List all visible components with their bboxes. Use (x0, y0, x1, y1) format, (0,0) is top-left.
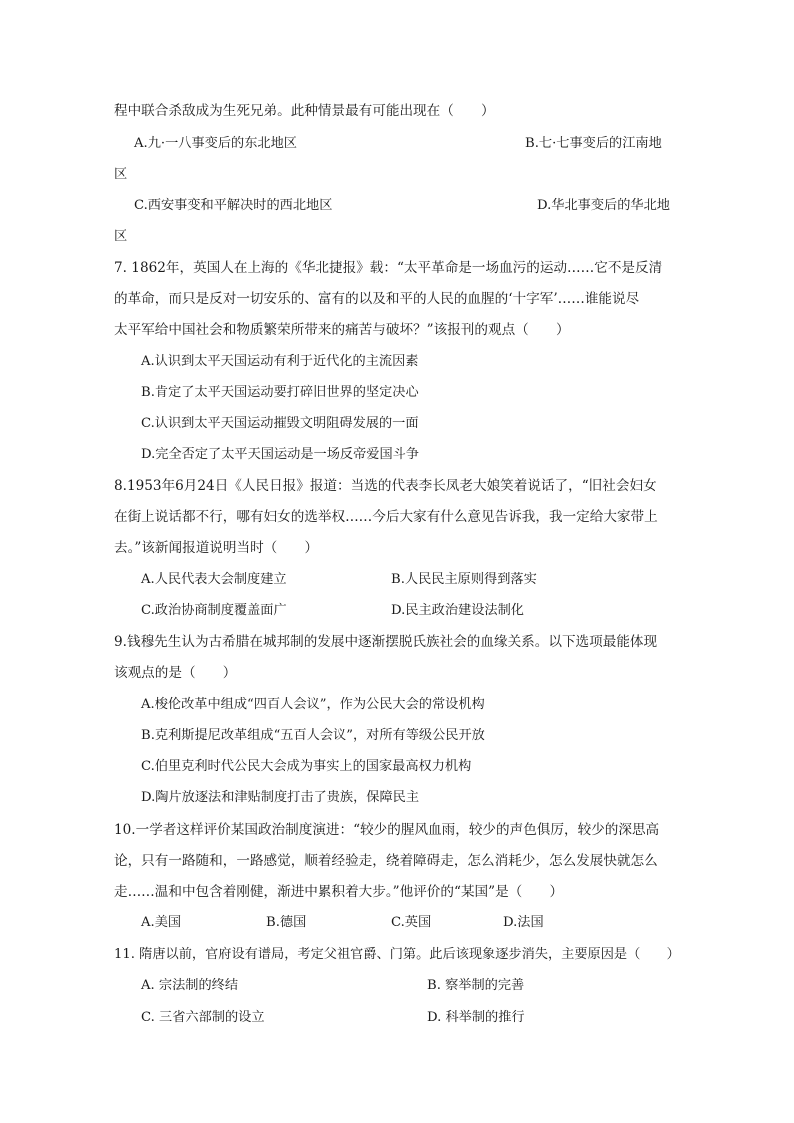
question-7-line-3: 太平军给中国社会和物质繁荣所带来的痛苦与破坏？”该报刊的观点（ ） (114, 322, 570, 338)
question-7-line-1: 7. 1862年，英国人在上海的《华北捷报》载：“太平革命是一场血污的运动……它不是反清 (114, 260, 663, 276)
question-7-line-2: 的革命，而只是反对一切安乐的、富有的以及和平的人民的血腥的‘十字军’……谁能说尽 (114, 291, 640, 307)
q8-option-c: C.政治协商制度覆盖面广 (141, 603, 287, 618)
question-10-line-3: 走……温和中包含着刚健，渐进中累积着大步。”他评价的“某国”是（ ） (114, 884, 564, 900)
q9-option-a: A.梭伦改革中组成“四百人会议”，作为公民大会的常设机构 (141, 697, 485, 712)
question-10-line-2: 论，只有一路随和，一路感觉，顺着经验走，绕着障碍走，怎么消耗少，怎么发展快就怎么 (114, 853, 658, 869)
q7-option-d: D.完全否定了太平天国运动是一场反帝爱国斗争 (141, 447, 420, 462)
q11-option-d: D. 科举制的推行 (427, 1010, 525, 1025)
q10-option-a: A.美国 (141, 915, 182, 930)
question-11-line-1: 11. 隋唐以前，官府设有谱局，考定父祖官爵、门第。此后该现象逐步消失，主要原因是（ ） (114, 947, 680, 962)
q10-option-b: B.德国 (266, 915, 307, 930)
q11-option-b: B. 察举制的完善 (427, 978, 525, 993)
q6-option-d: D.华北事变后的华北地 (537, 198, 670, 213)
q11-option-c: C. 三省六部制的设立 (141, 1010, 265, 1025)
q10-option-d: D.法国 (503, 915, 544, 930)
q7-option-b: B.肯定了太平天国运动要打碎旧世界的坚定决心 (141, 385, 419, 400)
q6-option-b-wrap: 区 (114, 167, 128, 182)
question-9-line-2: 该观点的是（ ） (114, 665, 237, 681)
q8-option-a: A.人民代表大会制度建立 (141, 572, 287, 587)
q6-option-c: C.西安事变和平解决时的西北地区 (134, 198, 333, 213)
question-10-line-1: 10.一学者这样评价某国政治制度演进：“较少的腥风血雨，较少的声色俱厉，较少的深思高 (114, 822, 660, 838)
q6-option-b: B.七·七事变后的江南地 (525, 136, 662, 151)
q11-option-a: A. 宗法制的终结 (141, 978, 239, 993)
q10-option-c: C.英国 (391, 915, 432, 930)
q6-option-a: A.九·一八事变后的东北地区 (134, 136, 297, 151)
question-9-line-1: 9.钱穆先生认为古希腊在城邦制的发展中逐渐摆脱氏族社会的血缘关系。以下选项最能体现 (114, 634, 658, 650)
q9-option-b: B.克利斯提尼改革组成“五百人会议”，对所有等级公民开放 (141, 728, 485, 743)
q9-option-c: C.伯里克利时代公民大会成为事实上的国家最高权力机构 (141, 759, 472, 774)
question-6-continuation: 程中联合杀敌成为生死兄弟。此种情景最有可能出现在（ ） (114, 103, 495, 119)
question-8-line-2: 在街上说话都不行，哪有妇女的选举权……今后大家有什么意见告诉我，我一定给大家带上 (114, 509, 658, 525)
q8-option-d: D.民主政治建设法制化 (391, 603, 524, 618)
q9-option-d: D.陶片放逐法和津贴制度打击了贵族，保障民主 (141, 790, 420, 805)
q6-option-d-wrap: 区 (114, 229, 128, 244)
q7-option-c: C.认识到太平天国运动摧毁文明阻碍发展的一面 (141, 416, 419, 431)
question-8-line-3: 去。”该新闻报道说明当时（ ） (114, 540, 319, 556)
question-8-line-1: 8.1953年6月24日《人民日报》报道：当选的代表李长凤老大娘笑着说话了，“旧社会妇女 (114, 478, 657, 494)
q7-option-a: A.认识到太平天国运动有利于近代化的主流因素 (141, 354, 419, 369)
q8-option-b: B.人民民主原则得到落实 (391, 572, 537, 587)
